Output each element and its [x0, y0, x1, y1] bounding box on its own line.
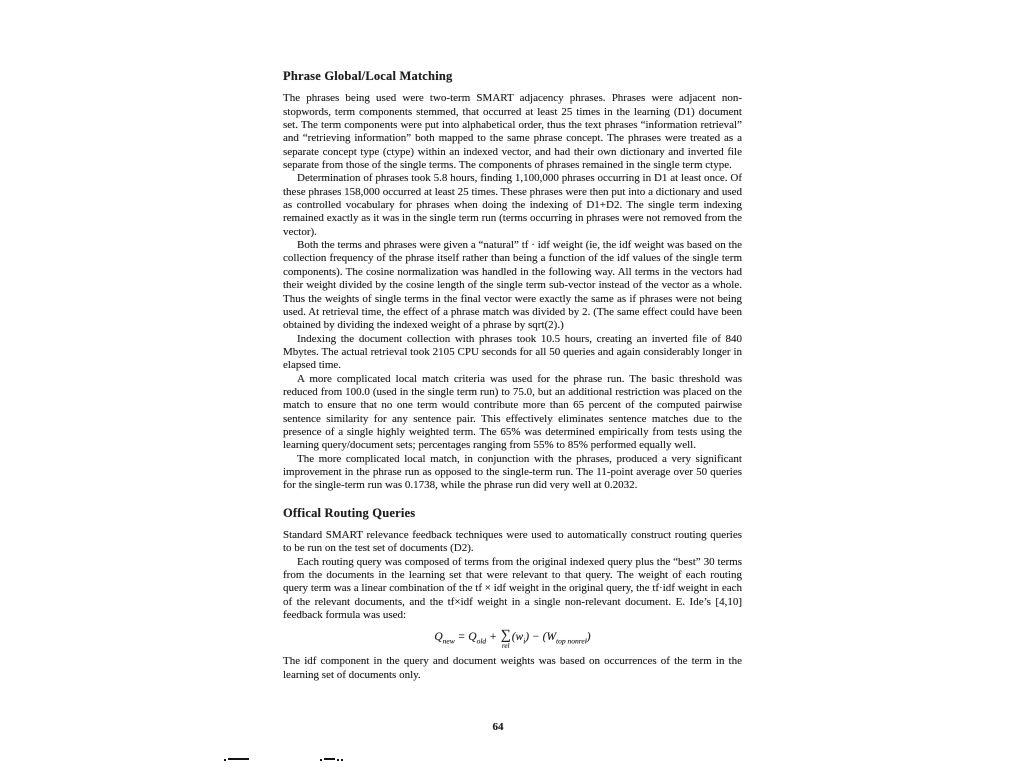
scan-artifact-line-1 — [228, 758, 249, 760]
paragraph: The phrases being used were two-term SMART adjacency phrases. Phrases were adjacent non-stopwords, term components stemmed, that occurred at least 25 times in the learning (D1) document set. The term components were put into alphabetical order, thus the text phrases “information retrieval” and “retrieving information” both mapped to the same phrase concept. The phrases were treated as a separate concept type (ctype) within an indexed vector, and had their own dictionary and inverted file separate from those of the single terms. The components of phrases remained in the single term ctype. — [283, 92, 742, 172]
scan-artifact-dot-4 — [341, 759, 343, 761]
section-heading: Phrase Global/Local Matching — [283, 69, 453, 83]
scan-artifact-dot-2 — [320, 759, 322, 761]
page-number: 64 — [492, 721, 504, 733]
paragraph: A more complicated local match criteria was used for the phrase run. The basic threshold was reduced from 100.0 (used in the single term run) to 75.0, but an additional restriction was placed on the match to ensure that no one term would contribute more than 65 percent of the computed pairwise sentence similarity for any sentence pair. This effectively eliminates sentence matches due to the presence of a single highly weighted term. The 65% was determined empirically from tests using the learning query/document sets; percentages ranging from 55% to 85% performed equally well. — [283, 372, 742, 452]
paragraph: Standard SMART relevance feedback techniques were used to automatically construct routing queries to be run on the test set of documents (D2). — [283, 529, 742, 555]
paragraph: Both the terms and phrases were given a “natural” tf · idf weight (ie, the idf weight was based on the collection frequency of the phrase itself rather than being a function of the idf values of the single term components). The cosine normalization was handled in the following way. All terms in the vectors had their weight divided by the cosine length of the single term sub-vector instead of the vector as a whole. Thus the weights of single terms in the final vector were exactly the same as if phrases were not being used. At retrieval time, the effect of a phrase match was divided by 2. (The same effect could have been obtained by dividing the indexed weight of a phrase by sqrt(2).) — [283, 239, 742, 332]
summation-symbol: ∑ rel — [500, 628, 511, 651]
paragraph: The idf component in the query and document weights was based on occurrences of the term in the learning set of documents only. — [283, 655, 742, 681]
scan-artifact-line-2 — [324, 758, 335, 760]
paragraph: Each routing query was composed of terms from the original indexed query plus the “best” 30 terms from the documents in the learning set that were relevant to that query. The weight of each routing query term was a linear combination of the tf × idf weight in the original query, the tf·idf weight in each of the relevant documents, and the tf×idf weight in a single non-relevant document. E. Ide’s [4,10] feedback formula was used: — [283, 555, 742, 622]
scan-artifact-dot-3 — [337, 759, 339, 761]
paragraph: Determination of phrases took 5.8 hours, finding 1,100,000 phrases occurring in D1 at least once. Of these phrases 158,000 occurred at least 25 times. These phrases were then put into a dictionary and used as controlled vocabulary for phrases when doing the indexing of D1+D2. The single term indexing remained exactly as it was in the single term run (terms occurring in phrases were not removed from the vector). — [283, 172, 742, 238]
page-content — [283, 70, 742, 682]
paragraph: The more complicated local match, in conjunction with the phrases, produced a very significant improvement in the phrase run as opposed to the single-term run. The 11-point average over 50 queries for the single-term run was 0.1738, while the phrase run did very well at 0.2032. — [283, 452, 742, 492]
section-heading: Offical Routing Queries — [283, 505, 416, 520]
paragraph: Indexing the document collection with phrases took 10.5 hours, creating an inverted file of 840 Mbytes. The actual retrieval took 2105 CPU seconds for all 50 queries and again considerably longer in elapsed time. — [283, 332, 742, 372]
feedback-formula: $Q_{new} = Q_{old}$ + ∑ rel $(w_i) - (W_{top nonrel})$ — [434, 628, 591, 651]
scan-artifact-dot-1 — [224, 759, 226, 761]
